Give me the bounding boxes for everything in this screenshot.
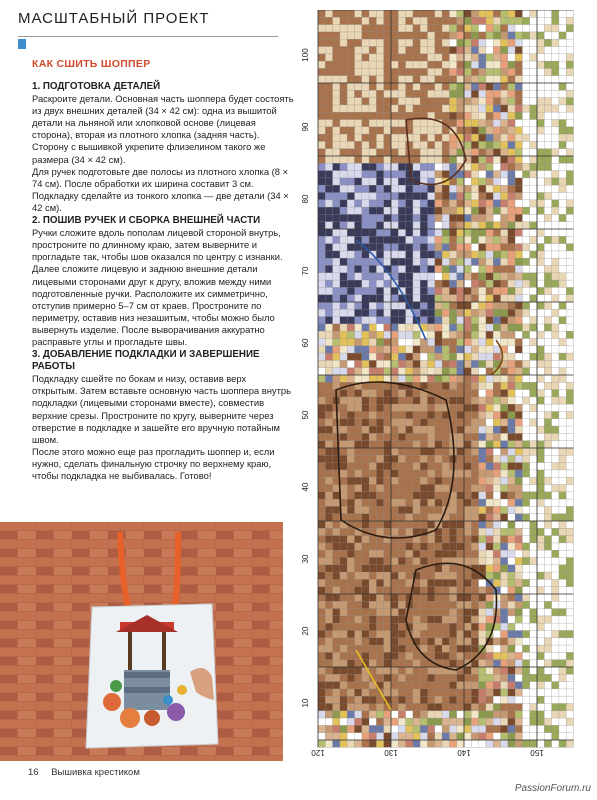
shopper-photo [0,522,283,761]
paragraph: После этого можно еще раз прогладить шоппер и, если нужно, сделать финальную строчку по верхнему краю, чтобы подкладка не выбивалась. Готово! [32,445,275,481]
paragraph: Ручки сложите вдоль пополам лицевой стороной внутрь, простроните по длинному краю, затем выверните и прогладьте так, чтобы шов оказался по центру с изнанки. [32,227,283,263]
page-number: 16 [28,767,39,778]
axis-label-y: 40 [301,482,310,492]
axis-labels-horizontal [311,748,544,757]
step-heading: 3. ДОБАВЛЕНИЕ ПОДКЛАДКИ И ЗАВЕРШЕНИЕ РАБОТЫ [32,349,260,373]
step-heading: 2. ПОШИВ РУЧЕК И СБОРКА ВНЕШНЕЙ ЧАСТИ [32,215,261,227]
stitch-cells [318,10,574,747]
axis-label-y: 80 [301,194,310,204]
axis-label-x: 150 [530,748,544,757]
article-subheading: КАК СШИТЬ ШОППЕР [32,58,151,70]
page-footer [28,767,140,778]
axis-label-y: 10 [301,698,310,708]
magazine-name: Вышивка крестиком [51,767,140,778]
axis-label-y: 30 [301,554,310,564]
axis-label-y: 90 [301,122,310,132]
axis-labels-vertical [301,48,310,708]
paragraph: Далее сложите лицевую и заднюю внешние детали лицевыми сторонами друг к другу, вложив между ними подготовленные ручки. Расположите их симметрично, отступив примерно 5–7 см от краев. Простроните по периметру, оставив низ незашитым, чтобы можно было вывернуть изделие. После выворачивания аккуратно расправьте углы и прогладьте швы. [32,263,275,347]
section-header [18,10,278,27]
step-heading: 1. ПОДГОТОВКА ДЕТАЛЕЙ [32,81,161,92]
source-credit: PassionForum.ru [514,783,591,794]
paragraph: Раскроите детали. Основная часть шоппера будет состоять из двух внешних деталей (34 × 42 см): одна из вышитой детали на льняной или хлопковой основе (лицевая сторона), вторая из плотного хлопка (задняя часть). Сторону с вышивкой укрепите флизелином такого же размера (34 × 42 см). [32,93,294,165]
header-accent-bar [18,39,26,49]
axis-label-x: 140 [457,748,471,757]
axis-label-x: 120 [311,748,325,757]
chart-grid [296,10,588,760]
axis-label-x: 130 [384,748,398,757]
axis-label-y: 20 [301,626,310,636]
axis-label-y: 100 [301,48,310,62]
cross-stitch-chart [296,10,588,760]
axis-label-y: 60 [301,338,310,348]
article-body [32,80,294,482]
paragraph: Подкладку сшейте по бокам и низу, оставив верх открытым. Затем вставьте основную часть шоппера внутрь подкладки (лицевыми сторонами вместе), совместив верхние срезы. Простроните по кругу, выверните через отверстие в подкладке и зашейте его вручную потайным швом. [32,373,291,445]
axis-label-y: 50 [301,410,310,420]
section-title: МАСШТАБНЫЙ ПРОЕКТ [18,10,210,27]
axis-label-y: 70 [301,266,310,276]
header-rule [18,36,278,37]
paragraph: Для ручек подготовьте две полосы из плотного хлопка (8 × 74 см). После обработки их ширина составит 3 см. Подкладку сделайте из тонкого хлопка — две детали (34 × 42 см). [32,165,289,213]
